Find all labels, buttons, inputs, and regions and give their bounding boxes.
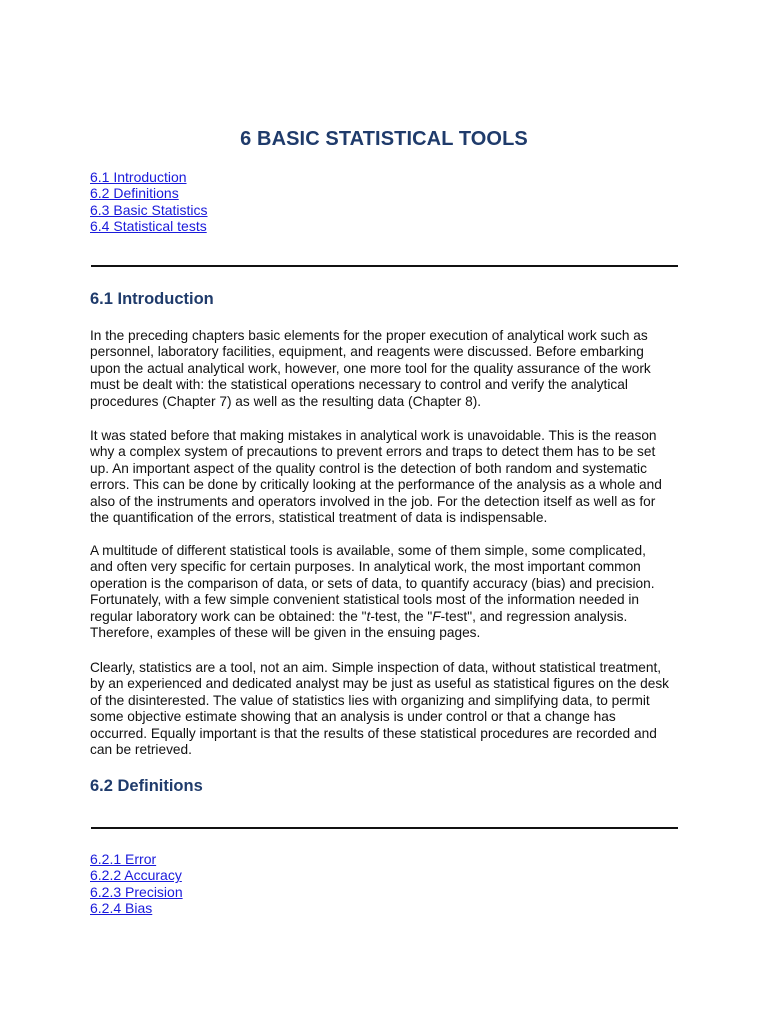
- page-title: 6 BASIC STATISTICAL TOOLS: [240, 128, 528, 150]
- paragraph-line: must be dealt with: the statistical operations necessary to control and verify the analytical: [90, 377, 628, 393]
- paragraph-1: [90, 328, 690, 410]
- toc-link-precision[interactable]: 6.2.3 Precision: [90, 883, 183, 900]
- section-heading-introduction: 6.1 Introduction: [90, 290, 214, 308]
- toc-item: [90, 202, 208, 218]
- paragraph-line: by an experienced and dedicated analyst may be just as useful as statistical figures on the desk: [90, 676, 670, 692]
- paragraph-line: also of the instruments and operators involved in the job. For the detection itself as well as for: [90, 493, 656, 509]
- section-divider: [91, 265, 678, 267]
- paragraph-line: Therefore, examples of these will be given in the ensuing pages.: [90, 625, 481, 641]
- paragraph-line: Fortunately, with a few simple convenient statistical tools most of the information needed in: [90, 592, 640, 608]
- paragraph-3: [90, 543, 690, 641]
- t-test-italic: t: [366, 608, 371, 624]
- table-of-contents: [90, 169, 208, 234]
- paragraph-line: Clearly, statistics are a tool, not an aim. Simple inspection of data, without statistical treatment,: [90, 660, 662, 675]
- toc-item: [90, 185, 208, 201]
- text-run: -test, the ": [370, 608, 433, 624]
- paragraph-line: some objective estimate showing that an analysis is under control or that a change has: [90, 709, 616, 725]
- f-test-italic: F: [432, 608, 441, 624]
- paragraph-line: errors. This can be done by critically looking at the performance of the analysis as a whole and: [90, 477, 662, 493]
- paragraph-line: [90, 609, 627, 624]
- paragraph-line: It was stated before that making mistakes in analytical work is unavoidable. This is the reason: [90, 428, 657, 443]
- paragraph-line: can be retrieved.: [90, 742, 192, 758]
- paragraph-line: occurred. Equally important is that the results of these statistical procedures are recorded and: [90, 725, 657, 741]
- toc-link-error[interactable]: 6.2.1 Error: [90, 851, 157, 867]
- paragraph-line: of the disinterested. The value of statistics lies with organizing and simplifying data, to permit: [90, 692, 650, 708]
- toc-link-bias[interactable]: 6.2.4 Bias: [90, 899, 153, 916]
- paragraph-4: [90, 660, 690, 758]
- toc-item: [90, 900, 183, 916]
- paragraph-line: and often very specific for certain purposes. In analytical work, the most important common: [90, 559, 641, 575]
- toc-link-definitions[interactable]: 6.2 Definitions: [90, 185, 179, 202]
- paragraph-line: up. An important aspect of the quality control is the detection of both random and systematic: [90, 460, 647, 476]
- paragraph-line: personnel, laboratory facilities, equipment, and reagents were discussed. Before embarking: [90, 344, 644, 360]
- text-run: regular laboratory work can be obtained: the ": [90, 608, 367, 624]
- toc-item: [90, 884, 183, 900]
- paragraph-line: the quantification of the errors, statistical treatment of data is indispensable.: [90, 510, 548, 526]
- paragraph-line: procedures (Chapter 7) as well as the resulting data (Chapter 8).: [90, 393, 482, 409]
- section-divider: [91, 827, 678, 829]
- paragraph-line: upon the actual analytical work, however, one more tool for the quality assurance of the work: [90, 360, 651, 376]
- definitions-contents: [90, 851, 183, 916]
- paragraph-line: why a complex system of precautions to prevent errors and traps to detect them has to be set: [90, 444, 656, 460]
- paragraph-line: In the preceding chapters basic elements for the proper execution of analytical work such as: [90, 328, 648, 343]
- toc-item: [90, 218, 208, 234]
- toc-link-statistical-tests[interactable]: 6.4 Statistical tests: [90, 217, 207, 234]
- paragraph-2: [90, 428, 690, 526]
- paragraph-line: operation is the comparison of data, or sets of data, to quantify accuracy (bias) and precision.: [90, 575, 655, 591]
- text-run: -test", and regression analysis.: [440, 608, 628, 624]
- toc-item: [90, 867, 183, 883]
- paragraph-line: A multitude of different statistical tools is available, some of them simple, some complicated,: [90, 543, 646, 558]
- toc-link-accuracy[interactable]: 6.2.2 Accuracy: [90, 867, 182, 884]
- section-heading-definitions: 6.2 Definitions: [90, 777, 203, 795]
- toc-link-introduction[interactable]: 6.1 Introduction: [90, 169, 187, 185]
- toc-item: [90, 851, 183, 867]
- toc-item: [90, 169, 208, 185]
- toc-link-basic-statistics[interactable]: 6.3 Basic Statistics: [90, 201, 208, 218]
